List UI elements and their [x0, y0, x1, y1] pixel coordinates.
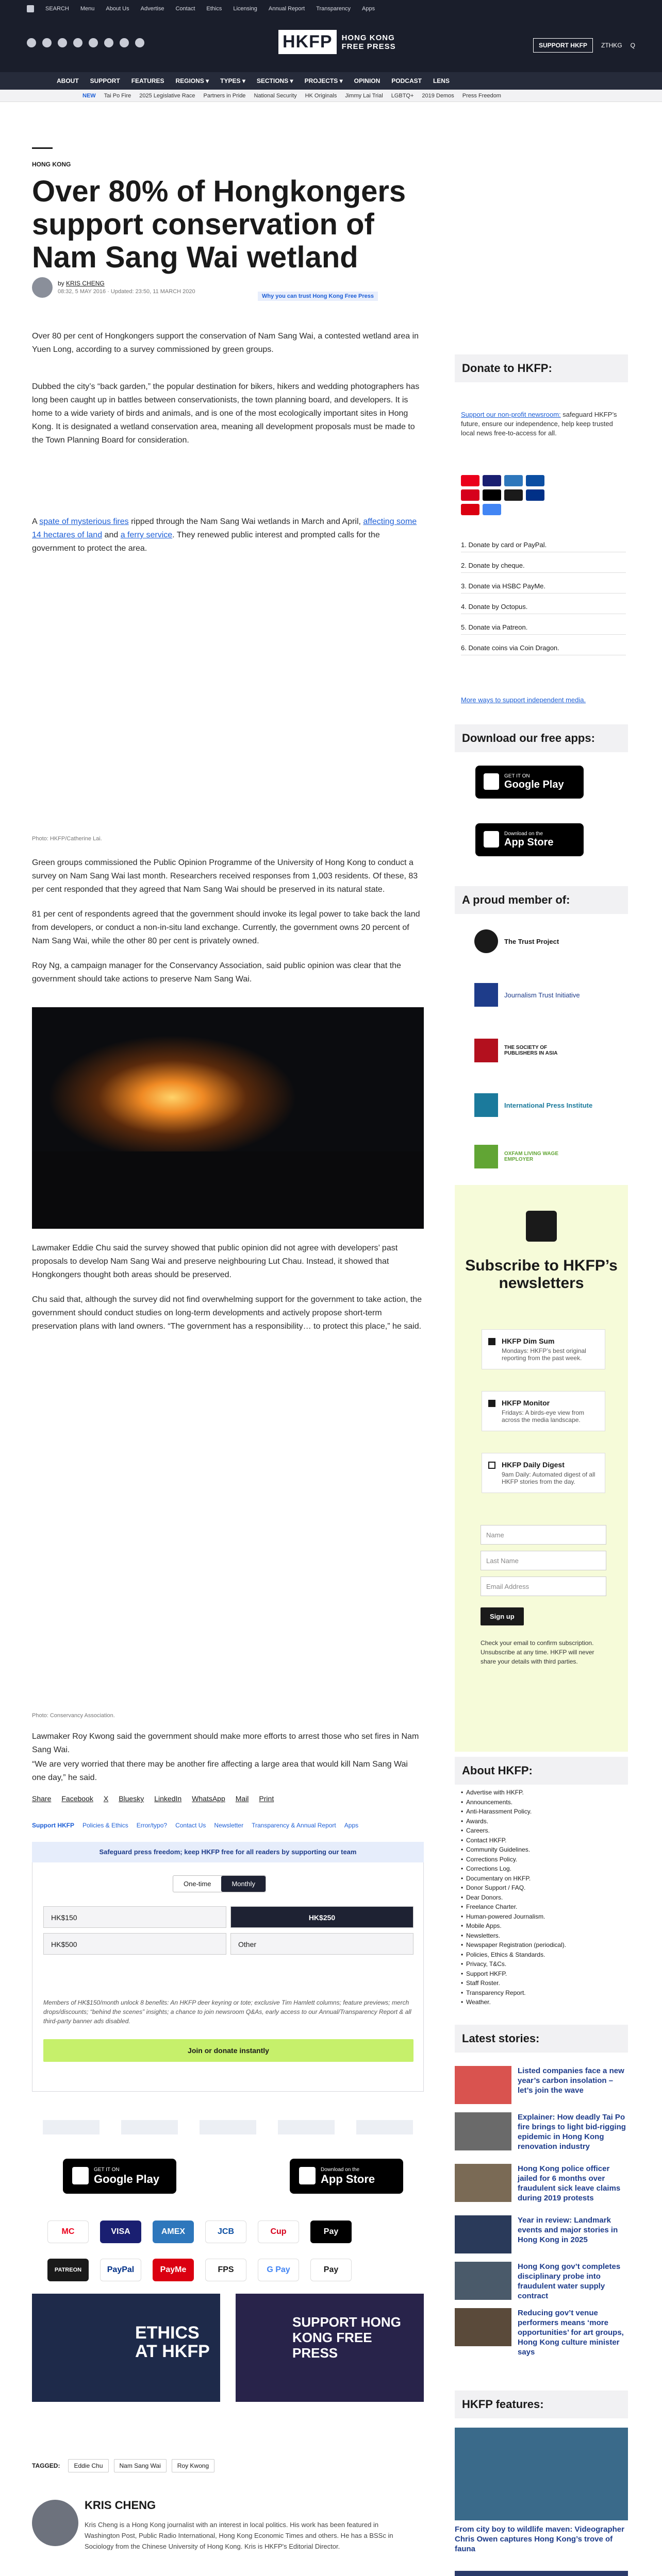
mastercard-icon[interactable]: MC	[47, 2221, 89, 2243]
amount-option-selected[interactable]: HK$250	[230, 1906, 413, 1928]
byline	[32, 277, 195, 298]
apple-pay-icon[interactable]: Pay	[310, 2259, 352, 2281]
newsletter-option[interactable]: HKFP Monitor Fridays: A birds-eye view from across the media landscape.	[482, 1391, 605, 1431]
jti-icon	[474, 983, 498, 1007]
trending-item[interactable]: LGBTQ+	[391, 93, 414, 99]
donate-sidebar-text: Support our non-profit newsroom: safeguard HKFP’s future, ensure our independence, help keep trusted local news free-to-access for all.	[461, 411, 617, 437]
donate-header: Safeguard press freedom; keep HKFP free for all readers by supporting our team	[32, 1842, 424, 1862]
signup-button[interactable]: Sign up	[481, 1607, 524, 1625]
about-item[interactable]: • Privacy, T&Cs.	[461, 1959, 626, 1969]
logo-mark: HKFP	[278, 30, 337, 54]
fps-icon[interactable]: FPS	[205, 2259, 246, 2281]
ipi-icon	[474, 1093, 498, 1117]
donate-option[interactable]: 6. Donate coins via Coin Dragon.	[461, 644, 626, 655]
donate-option[interactable]: 2. Donate by cheque.	[461, 562, 626, 573]
story-thumbnail	[455, 2164, 511, 2202]
envelope-icon	[526, 1211, 557, 1242]
member-oxfam[interactable]: OXFAM LIVING WAGE EMPLOYER	[474, 1145, 571, 1168]
youtube-icon[interactable]	[89, 38, 98, 47]
logo-line-2: FREE PRESS	[341, 42, 396, 51]
payme-icon[interactable]: PayMe	[153, 2259, 194, 2281]
topbar-about[interactable]: About Us	[106, 6, 129, 12]
about-item[interactable]: • Human-powered Journalism.	[461, 1912, 626, 1922]
trending-item[interactable]: HK Originals	[305, 93, 337, 99]
newsletter-option[interactable]: HKFP Daily Digest 9am Daily: Automated digest of all HKFP stories from the day.	[482, 1453, 605, 1493]
nav-projects[interactable]: PROJECTS ▾	[304, 77, 343, 84]
paragraph: “We are very worried that there may be another fire affecting a large area that would kill Nam Sang Wai one day,” he said.	[32, 1760, 408, 1782]
topbar-contact[interactable]: Contact	[175, 6, 195, 12]
first-name-field[interactable]: Name	[481, 1525, 606, 1545]
about-item[interactable]: • Documentary on HKFP.	[461, 1874, 626, 1884]
jcb-icon	[526, 475, 544, 486]
amex-icon[interactable]: AMEX	[153, 2221, 194, 2243]
jti-logo[interactable]	[121, 2120, 178, 2134]
photo-credit: Photo: HKFP/Catherine Lai.	[32, 836, 102, 842]
feature-image	[455, 2428, 628, 2520]
author-avatar[interactable]	[32, 277, 53, 298]
paragraph: A spate of mysterious fires ripped through the Nam Sang Wai wetlands in March and April, affecting some 14 hectares of land and a ferry service. They renewed public interest and prompted calls for the government to protect the area.	[32, 517, 417, 553]
topbar-annual-report[interactable]: Annual Report	[268, 6, 305, 12]
nav-types[interactable]: TYPES ▾	[220, 77, 245, 84]
latest-story[interactable]: Year in review: Landmark events and major stories in Hong Kong in 2025	[455, 2215, 628, 2253]
article-dateline: 08:32, 5 MAY 2016 · Updated: 23:50, 11 MARCH 2020	[58, 289, 195, 295]
fire-photo	[32, 1007, 424, 1229]
unionpay-icon[interactable]: Cup	[258, 2221, 299, 2243]
freq-monthly[interactable]: Monthly	[221, 1876, 266, 1892]
threads-icon[interactable]	[73, 38, 82, 47]
promo-text: SUPPORT HONG KONG FREE PRESS	[292, 2314, 401, 2361]
about-item[interactable]: • Mobile Apps.	[461, 1921, 626, 1931]
topbar-menu[interactable]: Menu	[80, 6, 95, 12]
latest-story[interactable]: Hong Kong police officer jailed for 6 months over fraudulent sick leave claims during 2019 protests	[455, 2164, 628, 2203]
paragraph: Chu said that, although the survey did not find overwhelming support for the government to take action, the government should conduct studies on long-term developments and actively propose short-term preservation plans with land owners. “The government has a responsibility… to protect this place,” he said.	[32, 1295, 422, 1331]
kicker-rule	[32, 147, 53, 149]
visa-icon[interactable]: VISA	[100, 2221, 141, 2243]
ethics-promo[interactable]	[32, 2294, 220, 2402]
byline-text	[58, 279, 195, 296]
amount-option[interactable]: HK$500	[43, 1933, 226, 1955]
support-link[interactable]: Support HKFP	[32, 1822, 74, 1829]
share-mail[interactable]: Mail	[235, 1794, 249, 1803]
member-sidebar-title: A proud member of:	[455, 886, 628, 914]
mastercard-icon	[461, 475, 479, 486]
donate-option[interactable]: 4. Donate by Octopus.	[461, 603, 626, 614]
nav-support[interactable]: SUPPORT	[90, 77, 120, 84]
paragraph: Green groups commissioned the Public Opinion Programme of the University of Hong Kong to conduct a survey on Nam Sang Wai last month. Researchers received responses from 1,003 residents. Of these, 83 per cent responded that they agreed that Nam Sang Wai should be preserved in its natural state.	[32, 858, 418, 894]
topbar-transparency[interactable]: Transparency	[316, 6, 351, 12]
about-item[interactable]: • Anti-Harassment Policy.	[461, 1807, 626, 1817]
app-store-badge[interactable]: Download on the App Store	[290, 2159, 403, 2194]
error-link[interactable]: Error/typo?	[136, 1822, 168, 1829]
latest-story[interactable]: Listed companies face a new year’s carbon insolation – let’s join the wave	[455, 2066, 628, 2104]
payme-icon	[461, 504, 479, 515]
topbar-search[interactable]: SEARCH	[45, 6, 69, 12]
link-ferry-service[interactable]: a ferry service	[120, 531, 173, 539]
bluesky-icon[interactable]	[104, 38, 113, 47]
topbar-advertise[interactable]: Advertise	[140, 6, 164, 12]
about-item[interactable]: • Advertise with HKFP.	[461, 1788, 626, 1798]
about-item[interactable]: • Corrections Policy.	[461, 1855, 626, 1865]
donate-option[interactable]: 5. Donate via Patreon.	[461, 623, 626, 635]
about-item[interactable]: • Freelance Charter.	[461, 1902, 626, 1912]
share-linkedin[interactable]: LinkedIn	[154, 1794, 182, 1803]
sidebar-card-icons	[461, 475, 564, 515]
apple-icon	[484, 831, 499, 848]
member-logos-row	[32, 2120, 424, 2134]
feature-story[interactable]	[455, 2571, 628, 2576]
main-nav	[0, 72, 662, 90]
member-jti[interactable]: Journalism Trust Initiative	[474, 983, 580, 1007]
paragraph: Lawmaker Roy Kwong said the government should make more efforts to arrest those who set fires in Nam Sang Wai.	[32, 1732, 419, 1754]
by-prefix: by	[58, 280, 64, 287]
paragraph: Lawmaker Eddie Chu said the survey showed that public opinion did not agree with developers’ past proposals to develop Nam Sang Wai and preserve neighbouring Lut Chau. Instead, it showed that Hongkongers thought both areas should be preserved.	[32, 1244, 398, 1279]
tag[interactable]: Roy Kwong	[172, 2459, 214, 2472]
support-newsroom-link[interactable]: Support our non-profit newsroom:	[461, 411, 561, 418]
ipi-logo[interactable]	[278, 2120, 335, 2134]
latest-story[interactable]: Hong Kong gov’t completes disciplinary probe into fraudulent water supply contract	[455, 2262, 628, 2301]
nav-podcast[interactable]: PODCAST	[391, 77, 422, 84]
sidebar-app-store-badge[interactable]: Download on the App Store	[475, 823, 584, 856]
site-logo[interactable]	[278, 30, 396, 54]
join-donate-button[interactable]: Join or donate instantly	[43, 2039, 413, 2062]
share-row	[32, 1794, 274, 1803]
newsletter-note: Check your email to confirm subscription. Unsubscribe at any time. HKFP will never share your details with third parties.	[481, 1639, 594, 1665]
share-label: Share	[32, 1794, 52, 1803]
tag[interactable]: Eddie Chu	[68, 2459, 108, 2472]
about-item[interactable]: • Awards.	[461, 1817, 626, 1826]
author-link[interactable]: KRIS CHENG	[66, 280, 105, 287]
story-thumbnail	[455, 2066, 511, 2104]
latest-story[interactable]: Explainer: How deadly Tai Po fire brings to light bid-rigging epidemic in Hong Kong renovation industry	[455, 2112, 628, 2151]
last-name-field[interactable]: Last Name	[481, 1551, 606, 1570]
features-sidebar-title: HKFP features:	[455, 2391, 628, 2418]
paypal-icon	[526, 489, 544, 501]
author-box-name[interactable]: KRIS CHENG	[85, 2499, 156, 2512]
tag[interactable]: Nam Sang Wai	[114, 2459, 167, 2472]
apple-pay-icon[interactable]: Pay	[310, 2221, 352, 2243]
google-play-badge[interactable]: GET IT ON Google Play	[63, 2159, 176, 2194]
trust-project-logo[interactable]	[43, 2120, 100, 2134]
unionpay-icon	[461, 489, 479, 501]
nav-sections[interactable]: SECTIONS ▾	[256, 77, 293, 84]
logo-line-1: HONG KONG	[341, 33, 395, 42]
checkbox-checked[interactable]	[488, 1400, 495, 1407]
about-item[interactable]: • Policies, Ethics & Standards.	[461, 1950, 626, 1960]
search-icon[interactable]	[27, 5, 34, 12]
about-item[interactable]: • Dear Donors.	[461, 1893, 626, 1903]
latest-story[interactable]: Reducing gov’t venue performers means ‘more opportunities’ for art groups, Hong Kong culture minister says	[455, 2308, 628, 2357]
tags-label: TAGGED:	[32, 2462, 60, 2469]
donate-option[interactable]: 3. Donate via HSBC PayMe.	[461, 582, 626, 594]
about-item[interactable]: • Donor Support / FAQ.	[461, 1883, 626, 1893]
google-pay-icon	[483, 504, 501, 515]
about-item[interactable]: • Contact HKFP.	[461, 1836, 626, 1845]
sidebar-google-play-badge[interactable]: GET IT ON Google Play	[475, 766, 584, 799]
story-thumbnail	[455, 2112, 511, 2150]
about-item[interactable]: • Transparency Report.	[461, 1988, 626, 1998]
nav-regions[interactable]: REGIONS ▾	[175, 77, 209, 84]
google-play-icon	[484, 773, 499, 790]
about-item[interactable]: • Newsletters.	[461, 1931, 626, 1941]
trending-item[interactable]: 2019 Demos	[422, 93, 454, 99]
member-ipi[interactable]: International Press Institute	[474, 1093, 592, 1117]
jcb-icon[interactable]: JCB	[205, 2221, 246, 2243]
paypal-icon[interactable]: PayPal	[100, 2259, 141, 2281]
checkbox[interactable]	[488, 1462, 495, 1469]
trending-item[interactable]: Tai Po Fire	[104, 93, 131, 99]
frequency-toggle	[173, 1875, 266, 1892]
donate-option[interactable]: 1. Donate by card or PayPal.	[461, 541, 626, 552]
donate-sidebar-title: Donate to HKFP:	[455, 354, 628, 382]
support-hkfp-button[interactable]: SUPPORT HKFP	[533, 38, 593, 53]
about-item[interactable]: • Community Guidelines.	[461, 1845, 626, 1855]
rss-icon[interactable]	[135, 38, 144, 47]
share-bluesky[interactable]: Bluesky	[119, 1794, 144, 1803]
story-thumbnail	[455, 2215, 511, 2253]
share-print[interactable]: Print	[259, 1794, 274, 1803]
share-x[interactable]: X	[103, 1794, 109, 1803]
trending-item[interactable]: Jimmy Lai Trial	[345, 93, 383, 99]
google-play-icon	[72, 2167, 89, 2184]
paragraph: Roy Ng, a campaign manager for the Conservancy Association, said public opinion was clear that the government should take actions to preserve Nam Sang Wai.	[32, 961, 401, 984]
header-search-icon[interactable]: Q	[630, 42, 635, 49]
about-item[interactable]: • Corrections Log.	[461, 1864, 626, 1874]
paragraph: Over 80 per cent of Hongkongers support the conservation of Nam Sang Wai, a contested wetland area in Yuen Long, according to a survey commissioned by green groups.	[32, 332, 419, 354]
topbar-apps[interactable]: Apps	[362, 6, 375, 12]
newsletter-link[interactable]: Newsletter	[214, 1822, 244, 1829]
about-item[interactable]: • Weather.	[461, 1997, 626, 2007]
trending-item[interactable]: 2025 Legislative Race	[139, 93, 195, 99]
share-facebook[interactable]: Facebook	[61, 1794, 93, 1803]
checkbox-checked[interactable]	[488, 1338, 495, 1345]
trust-project-icon	[474, 929, 498, 953]
member-sopa[interactable]: THE SOCIETY OF PUBLISHERS IN ASIA	[474, 1039, 571, 1062]
topbar-ethics[interactable]: Ethics	[206, 6, 222, 12]
feature-image	[455, 2571, 628, 2576]
amount-option[interactable]: HK$150	[43, 1906, 226, 1928]
payment-methods-row	[47, 2221, 352, 2243]
mastodon-icon[interactable]	[120, 38, 129, 47]
about-item[interactable]: • Careers.	[461, 1826, 626, 1836]
new-badge: NEW	[82, 93, 96, 99]
apps-sidebar-title: Download our free apps:	[455, 724, 628, 752]
top-utility-bar	[0, 0, 662, 16]
nav-features[interactable]: FEATURES	[131, 77, 164, 84]
trending-bar	[0, 90, 662, 102]
share-whatsapp[interactable]: WhatsApp	[192, 1794, 225, 1803]
oxfam-logo[interactable]	[356, 2120, 413, 2134]
support-promo[interactable]	[236, 2294, 424, 2402]
about-item[interactable]: • Announcements.	[461, 1798, 626, 1807]
trending-item[interactable]: Partners in Pride	[203, 93, 246, 99]
topbar-licensing[interactable]: Licensing	[233, 6, 257, 12]
facebook-icon[interactable]	[27, 38, 36, 47]
contact-link[interactable]: Contact Us	[175, 1822, 206, 1829]
about-list	[461, 1788, 626, 2007]
author-box-bio: Kris Cheng is a Hong Kong journalist with an interest in local politics. His work has been featured in Washington Post, Public Radio International, Hong Kong Economic Times and others. He has a BSSc in Sociology from the Chinese University of Hong Kong. Kris is HKFP's Editorial Director.	[85, 2521, 393, 2550]
member-trust-project[interactable]: The Trust Project	[474, 929, 559, 953]
nav-opinion[interactable]: OPINION	[354, 77, 380, 84]
trust-badge[interactable]: Why you can trust Hong Kong Free Press	[258, 292, 378, 301]
logo-text	[342, 33, 396, 51]
payment-methods-row	[47, 2259, 352, 2281]
app-store-row	[63, 2159, 403, 2194]
visa-icon	[483, 475, 501, 486]
donate-description: Members of HK$150/month unlock 8 benefits: An HKFP deer keyring or tote; exclusive Tim Hamlett columns; feature previews; merch drops/discounts; “behind the scenes” insights; a chance to join newsroom Q&As, early access to our Annual/Transparency Report & all third-party banner ads disabled.	[43, 1999, 411, 2025]
fire-photo-image	[32, 1007, 424, 1229]
header-actions	[533, 38, 635, 53]
link-14-hectares[interactable]: affecting some 14 hectares of land	[32, 517, 417, 539]
oxfam-icon	[474, 1145, 498, 1168]
story-thumbnail	[455, 2308, 511, 2346]
author-box-avatar[interactable]	[32, 2500, 78, 2546]
article-headline: Over 80% of Hongkongers support conservation of Nam Sang Wai wetland	[32, 175, 406, 274]
language-switch[interactable]: ZTHKG	[601, 42, 622, 49]
amount-option[interactable]: Other	[230, 1933, 413, 1955]
paragraph: Dubbed the city’s “back garden,” the popular destination for bikers, hikers and wedding photographers has long been caught up in battles between conservationists, the town planning board, and developers. It is home to a wide variety of birds and animals, and is one of the most ecologically important sites in Hong Kong. It is designated a wetland conservation area, meaning all development proposals must be made to the Town Planning Board for consideration.	[32, 382, 420, 445]
apps-link[interactable]: Apps	[344, 1822, 359, 1829]
freq-one-time[interactable]: One-time	[184, 1880, 211, 1888]
about-item[interactable]: • Support HKFP.	[461, 1969, 626, 1979]
nav-lens[interactable]: LENS	[433, 77, 450, 84]
story-thumbnail	[455, 2262, 511, 2300]
x-icon[interactable]	[42, 38, 52, 47]
transparency-link[interactable]: Transparency & Annual Report	[252, 1822, 336, 1829]
email-field[interactable]: Email Address	[481, 1577, 606, 1596]
apple-pay-icon	[483, 489, 501, 501]
photo-credit: Photo: Conservancy Association.	[32, 1713, 115, 1719]
instagram-icon[interactable]	[58, 38, 67, 47]
article-category[interactable]: HONG KONG	[32, 161, 71, 168]
newsletter-option[interactable]: HKFP Dim Sum Mondays: HKFP’s best original reporting from the past week.	[482, 1329, 605, 1369]
paragraph: 81 per cent of respondents agreed that the government should invoke its legal power to take back the land from developers, or conduct a non-in-situ land exchange. Currently, the government owns 20 percent of Nam Sang Wai, while the other 80 per cent is privately owned.	[32, 910, 420, 945]
patreon-icon	[504, 489, 523, 501]
nav-about[interactable]: ABOUT	[57, 77, 79, 84]
link-mysterious-fires[interactable]: spate of mysterious fires	[39, 517, 129, 526]
latest-sidebar-title: Latest stories:	[455, 2025, 628, 2053]
trending-item[interactable]: Press Freedom	[462, 93, 501, 99]
newsletter-title: Subscribe to HKFP’s newsletters	[465, 1257, 618, 1292]
amex-icon	[504, 475, 523, 486]
about-sidebar-title: About HKFP:	[455, 1757, 628, 1785]
about-item[interactable]: • Staff Roster.	[461, 1978, 626, 1988]
google-pay-icon[interactable]: G Pay	[258, 2259, 299, 2281]
social-icons	[27, 38, 144, 47]
promo-text: ETHICS AT HKFP	[135, 2323, 210, 2361]
patreon-icon[interactable]: PATREON	[47, 2259, 89, 2281]
apple-icon	[299, 2167, 316, 2184]
more-ways-link[interactable]: More ways to support independent media.	[461, 696, 586, 704]
feature-story[interactable]: From city boy to wildlife maven: Videographer Chris Owen captures Hong Kong’s trove of fauna	[455, 2428, 628, 2554]
policies-link[interactable]: Policies & Ethics	[82, 1822, 128, 1829]
sopa-icon	[474, 1039, 498, 1062]
tags-row	[32, 2459, 214, 2472]
trending-item[interactable]: National Security	[254, 93, 297, 99]
sopa-logo[interactable]	[200, 2120, 256, 2134]
support-links	[32, 1822, 358, 1829]
about-item[interactable]: • Newspaper Registration (periodical).	[461, 1940, 626, 1950]
